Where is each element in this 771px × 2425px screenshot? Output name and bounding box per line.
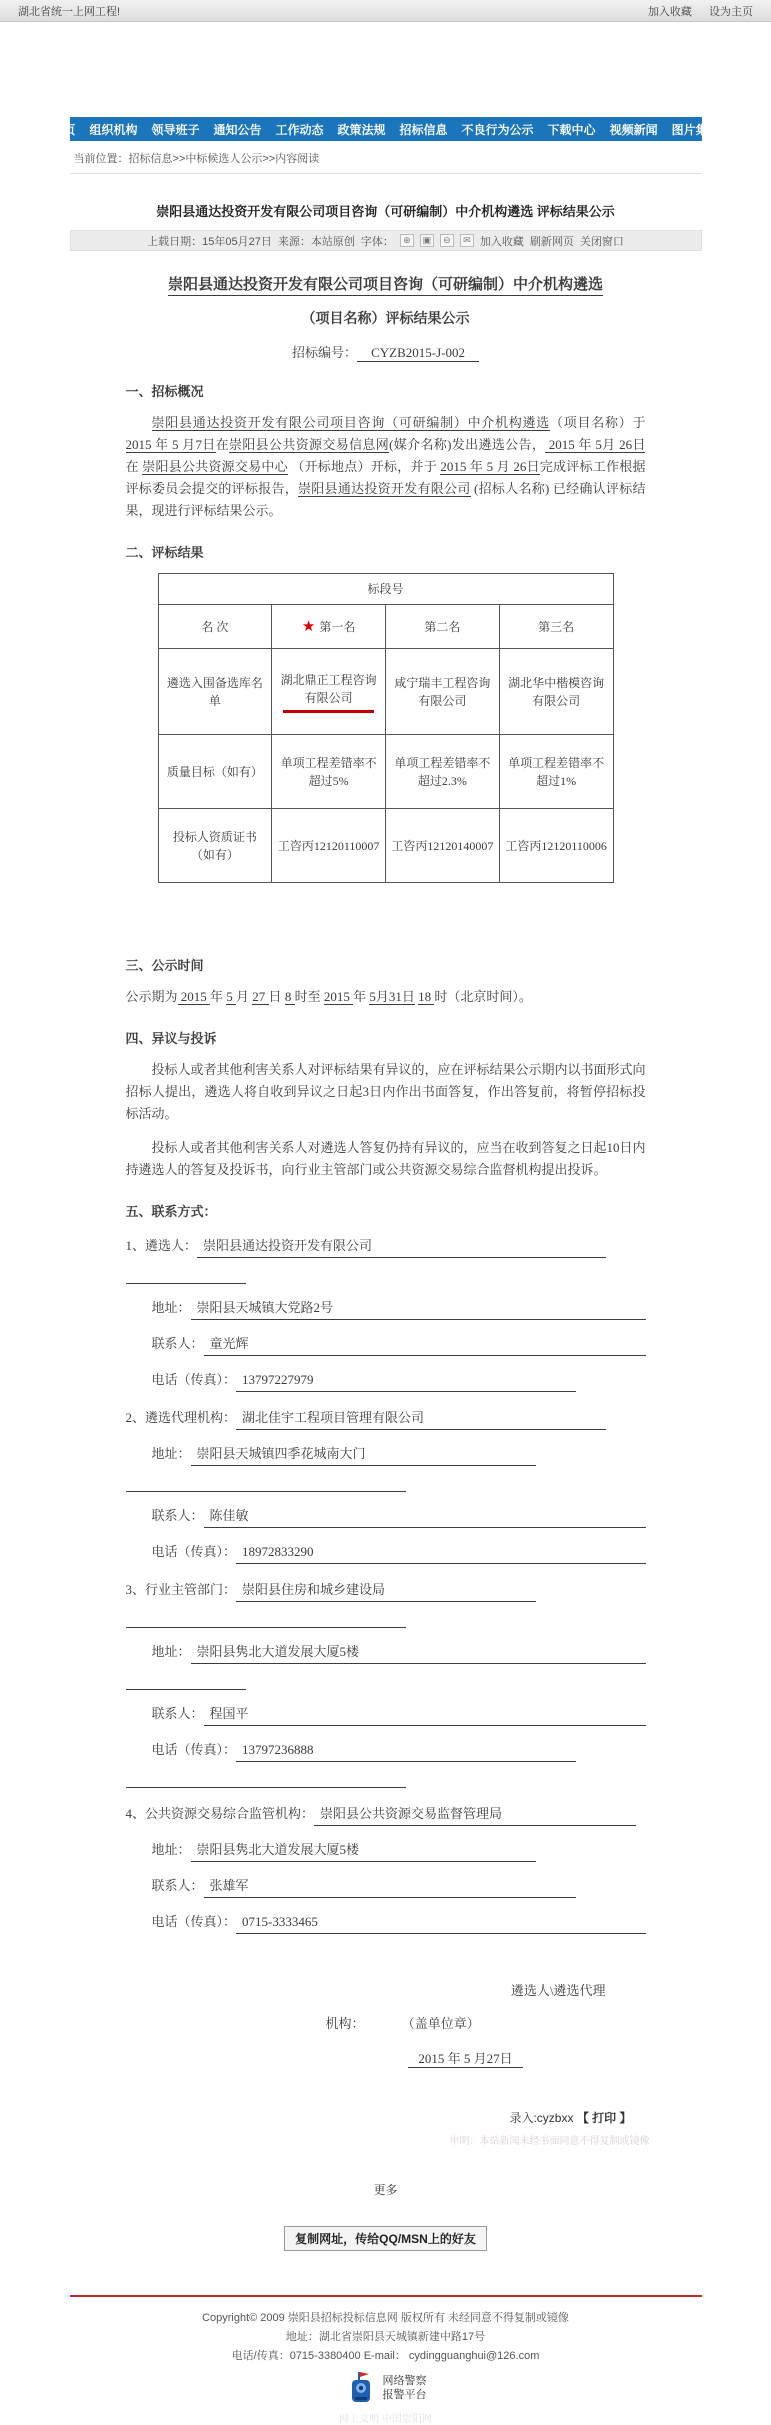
font-normal-icon[interactable]: ▣ (420, 234, 434, 247)
add-favorite-meta-link[interactable]: 加入收藏 (479, 235, 524, 248)
footer (70, 2309, 702, 2366)
evaluation-result-table (158, 573, 614, 883)
section-3-heading: 三、公示时间 (125, 958, 204, 973)
upload-date: 上载日期：15年05月27日 (147, 235, 272, 248)
blank-underline (126, 1678, 246, 1690)
blank-underline (126, 1776, 406, 1788)
text-segment: (招标人名称) 已经确认评标结果，现进行评标结果公示。 (125, 481, 646, 518)
text-segment: 27 (252, 989, 269, 1004)
signature-date: 2015 年 5 月27日 (126, 2048, 646, 2067)
winner-second-cell: 咸宁瑞丰工程咨询有限公司 (386, 649, 500, 735)
article-source: 来源：本站原创 (277, 235, 355, 248)
nav-item-work-news[interactable]: 工作动态 (275, 122, 324, 137)
text-segment: 2015 年 5 月 26日 (440, 459, 540, 474)
section-1-heading: 一、招标概况 (125, 384, 204, 399)
text-segment: (媒介名称)发出遴选公告， (389, 437, 546, 452)
contact-1-phone: 电话（传真）： 13797227979 (152, 1370, 646, 1392)
page-title: 崇阳县通达投资开发有限公司项目咨询（可研编制）中介机构遴选 评标结果公示 (156, 204, 615, 219)
text-segment: 在 (215, 437, 229, 452)
winner-red-underline (283, 710, 373, 713)
rank-second-cell: 第二名 (386, 605, 500, 649)
breadcrumb: 当前位置：招标信息>>中标候选人公示>>内容阅读 (70, 141, 702, 174)
objection-paragraph-1: 投标人或者其他利害关系人对评标结果有异议的，应在评标结果公示期内以书面形式向招标人提出，遴选人将自收到异议之日起3日内作出书面答复，作出答复前，将暂停招标投标活动。 (125, 1062, 646, 1121)
text-segment: 崇阳县公共资源交易中心 (142, 459, 288, 474)
document-subtitle: （项目名称）评标结果公示 (301, 312, 470, 327)
contact-2-address: 地址： 崇阳县天城镇四季花城南大门 (152, 1444, 646, 1466)
close-window-link[interactable]: 关闭窗口 (579, 235, 624, 248)
text-segment: 崇阳县通达投资开发有限公司项目咨询（可研编制）中介机构遴选 (151, 415, 551, 430)
font-shrink-icon[interactable]: ⊖ (440, 234, 454, 247)
cert-third-cell: 工咨丙12120110006 (499, 809, 613, 883)
nav-item-video-news[interactable]: 视频新闻 (609, 122, 658, 137)
text-segment: 月 (236, 989, 253, 1004)
text-segment: （开标地点）开标，并于 (287, 459, 441, 474)
nav-item-photo-gallery[interactable]: 图片集锦 (671, 122, 720, 137)
add-favorite-link[interactable]: 加入收藏 (647, 5, 692, 18)
signature-block (126, 1980, 646, 2067)
nav-item-notices[interactable]: 通知公告 (213, 122, 262, 137)
contact-3-address: 地址： 崇阳县隽北大道发展大厦5楼 (152, 1642, 646, 1664)
text-segment: 时至 (294, 989, 324, 1004)
seal-placeholder: （盖单位章） (401, 2016, 480, 2031)
contact-2-phone: 电话（传真）： 18972833290 (152, 1542, 646, 1564)
nav-item-bid-info[interactable]: 招标信息 (399, 122, 448, 137)
contact-1-name: 崇阳县通达投资开发有限公司 (197, 1236, 605, 1258)
bid-number-value: CYZB2015-J-002 (357, 345, 479, 362)
topbar-links (634, 3, 753, 19)
document-body (70, 273, 702, 2067)
article-meta-bar (70, 230, 702, 251)
contact-1-address: 地址： 崇阳县天城镇大党路2号 (152, 1298, 646, 1320)
signature-org-line: 机构： （盖单位章） (325, 2016, 480, 2031)
table-row-label: 投标人资质证书（如有） (158, 809, 272, 883)
contact-2-name: 湖北佳宇工程项目管理有限公司 (236, 1408, 605, 1430)
rank-first-cell: ★ 第一名 (272, 605, 386, 649)
text-segment: 年 (210, 989, 227, 1004)
winner-third-cell: 湖北华中楷模咨询有限公司 (499, 649, 613, 735)
copy-notice: 申明：本站新闻未经书面同意不得复制或镜像 (449, 2136, 650, 2147)
contact-3-name: 崇阳县住房和城乡建设局 (236, 1580, 535, 1602)
print-link[interactable]: 【 打印 】 (576, 2111, 632, 2125)
contact-3-person: 联系人： 程国平 (152, 1704, 646, 1726)
text-segment: 时（北京时间）。 (434, 989, 532, 1004)
winner-first-cell: 湖北鼎正工程咨询有限公司 (272, 649, 386, 735)
section-4-heading: 四、异议与投诉 (125, 1031, 217, 1046)
table-header-lot: 标段号 (158, 574, 613, 605)
text-segment: 2015 年 5 月7日 (125, 437, 216, 452)
spacer (126, 883, 646, 935)
nav-item-bad-behavior[interactable]: 不良行为公示 (461, 122, 534, 137)
nav-item-policies[interactable]: 政策法规 (337, 122, 386, 137)
font-enlarge-icon[interactable]: ⊕ (400, 234, 414, 247)
text-segment: 公示期为 (125, 989, 178, 1004)
more-link[interactable]: 更多 (373, 2183, 398, 2197)
contact-4-person: 联系人： 张雄军 (152, 1876, 646, 1898)
share-line (70, 2226, 702, 2251)
footer-faint-text: 网上文明 中国崇阳网 (339, 2414, 432, 2425)
police-badge-text: 网络警察 报警平台 (382, 2375, 427, 2401)
nav-item-downloads[interactable]: 下载中心 (547, 122, 596, 137)
set-homepage-link[interactable]: 设为主页 (709, 5, 753, 18)
contact-3-main: 3、 行业主管部门： 崇阳县住房和城乡建设局 (126, 1580, 646, 1602)
footer-contact: 电话/传真：0715-3380400 E-mail： cydingguanghui@126.com (231, 2350, 540, 2362)
cyber-police-icon (345, 2370, 377, 2406)
text-segment: 崇阳县通达投资开发有限公司 (298, 481, 471, 496)
nav-item-home[interactable]: 首页 (51, 122, 76, 137)
main-navigation (51, 117, 720, 141)
contact-1-person: 联系人： 童光辉 (152, 1334, 646, 1356)
footer-divider (70, 2295, 702, 2297)
table-row-label: 遴选入围备选库名单 (158, 649, 272, 735)
text-segment: 2015 年 5月 26日 (545, 437, 646, 452)
quality-first-cell: 单项工程差错率不超过5% (272, 735, 386, 809)
contact-4-phone: 电话（传真）： 0715-3333465 (152, 1912, 646, 1934)
overview-paragraph (126, 412, 646, 522)
text-segment: 日 (268, 989, 285, 1004)
contact-4-name: 崇阳县公共资源交易监督管理局 (314, 1804, 635, 1826)
text-segment: 8 (284, 989, 295, 1004)
cert-second-cell: 工咨丙12120140007 (386, 809, 500, 883)
publicity-period-paragraph (126, 986, 646, 1008)
mail-icon[interactable]: ✉ (460, 234, 474, 247)
site-slogan: 湖北省统一上网工程! (18, 5, 121, 18)
entry-author: 录入:cyzbxx (509, 2111, 574, 2125)
table-row-label: 质量目标（如有） (158, 735, 272, 809)
rank-third-cell: 第三名 (499, 605, 613, 649)
font-size-label: 字体： (360, 235, 394, 248)
text-segment: （项目名称）于 (550, 415, 646, 430)
section-2-heading: 二、评标结果 (125, 545, 204, 560)
blank-underline (126, 1272, 246, 1284)
section-5-heading: 五、联系方式： (125, 1204, 217, 1219)
contact-4-main: 4、 公共资源交易综合监管机构： 崇阳县公共资源交易监督管理局 (126, 1804, 646, 1826)
text-segment: 崇阳县公共资源交易信息网 (229, 437, 390, 452)
blank-underline (126, 1480, 406, 1492)
police-badge-block[interactable] (70, 2370, 702, 2406)
contact-2-person: 联系人： 陈佳敏 (152, 1506, 646, 1528)
cert-first-cell: 工咨丙12120110007 (272, 809, 386, 883)
entry-line (70, 2109, 702, 2126)
text-segment: 在 (125, 459, 143, 474)
blank-underline (126, 1616, 406, 1628)
quality-third-cell: 单项工程差错率不超过1% (499, 735, 613, 809)
contact-3-phone: 电话（传真）： 13797236888 (152, 1740, 646, 1762)
text-segment: 年 (353, 989, 370, 1004)
nav-item-organization[interactable]: 组织机构 (89, 122, 138, 137)
text-segment: 5月31日 (369, 989, 415, 1004)
text-segment: 18 (418, 989, 435, 1004)
document-title: 崇阳县通达投资开发有限公司项目咨询（可研编制）中介机构遴选 (126, 273, 646, 294)
contact-4-address: 地址： 崇阳县隽北大道发展大厦5楼 (152, 1840, 646, 1862)
nav-item-leadership[interactable]: 领导班子 (151, 122, 200, 137)
share-qq-msn-button[interactable]: 复制网址，传给QQ/MSN上的好友 (284, 2226, 487, 2251)
top-utility-bar (0, 0, 771, 22)
first-place-star-icon: ★ (301, 618, 316, 635)
footer-address: 地址：湖北省崇阳县天城镇新建中路17号 (285, 2331, 486, 2343)
text-segment: 完成评标工作根据评标委员会提交的评标报告， (125, 459, 646, 496)
refresh-page-link[interactable]: 刷新网页 (529, 235, 574, 248)
contact-2-main: 2、 遴选代理机构： 湖北佳宇工程项目管理有限公司 (126, 1408, 646, 1430)
bid-number-line (126, 342, 646, 361)
bid-number-label: 招标编号： (292, 345, 358, 360)
rank-header-cell: 名 次 (158, 605, 272, 649)
contact-1-main: 1、 遴选人： 崇阳县通达投资开发有限公司 (126, 1236, 646, 1258)
signature-role: 遴选人\遴选代理 (510, 1983, 606, 1998)
quality-second-cell: 单项工程差错率不超过2.3% (386, 735, 500, 809)
text-segment: 5 (226, 989, 237, 1004)
objection-paragraph-2: 投标人或者其他利害关系人对遴选人答复仍持有异议的，应当在收到答复之日起10日内持遴选人的答复及投诉书，向行业主管部门或公共资源交易综合监督机构提出投诉。 (125, 1140, 646, 1177)
more-line (70, 2181, 702, 2198)
footer-copyright: Copyright© 2009 崇阳县招标投标信息网 版权所有 未经同意不得复制或镜像 (202, 2312, 569, 2324)
text-segment: 2015 (323, 989, 354, 1004)
text-segment: 2015 (177, 989, 211, 1004)
